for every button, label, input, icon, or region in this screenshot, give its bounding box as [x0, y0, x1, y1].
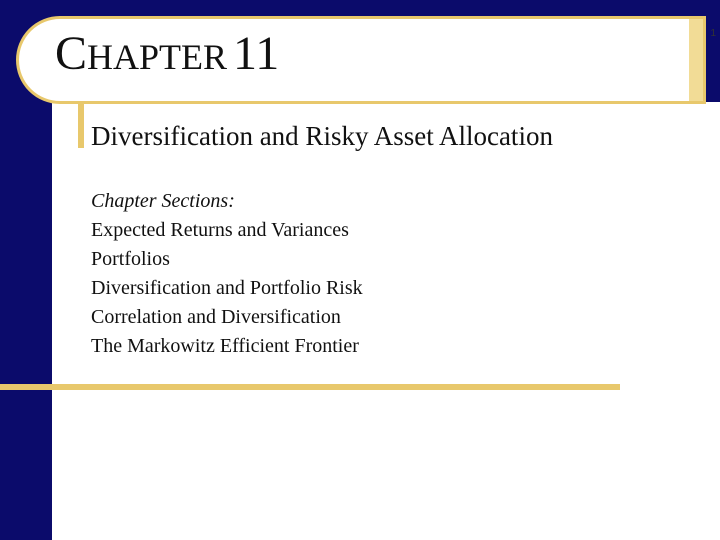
chapter-title	[55, 27, 280, 80]
section-item: Expected Returns and Variances	[91, 219, 349, 241]
slide-subtitle: Diversification and Risky Asset Allocation	[91, 121, 553, 151]
sections-heading: Chapter Sections:	[91, 190, 235, 212]
bottom-accent-rule	[0, 384, 620, 390]
chapter-title-initial: C	[55, 27, 88, 80]
vertical-accent-rule	[78, 104, 84, 148]
title-banner-accent	[689, 19, 703, 101]
chapter-title-rest: HAPTER	[87, 37, 228, 77]
chapter-sections	[91, 187, 363, 361]
section-item: Diversification and Portfolio Risk	[91, 277, 363, 299]
section-item: The Markowitz Efficient Frontier	[91, 335, 359, 357]
chapter-number: 11	[233, 27, 280, 80]
section-item: Portfolios	[91, 248, 170, 270]
page-number: 1	[710, 28, 716, 39]
sections-list	[91, 216, 363, 361]
section-item: Correlation and Diversification	[91, 306, 341, 328]
